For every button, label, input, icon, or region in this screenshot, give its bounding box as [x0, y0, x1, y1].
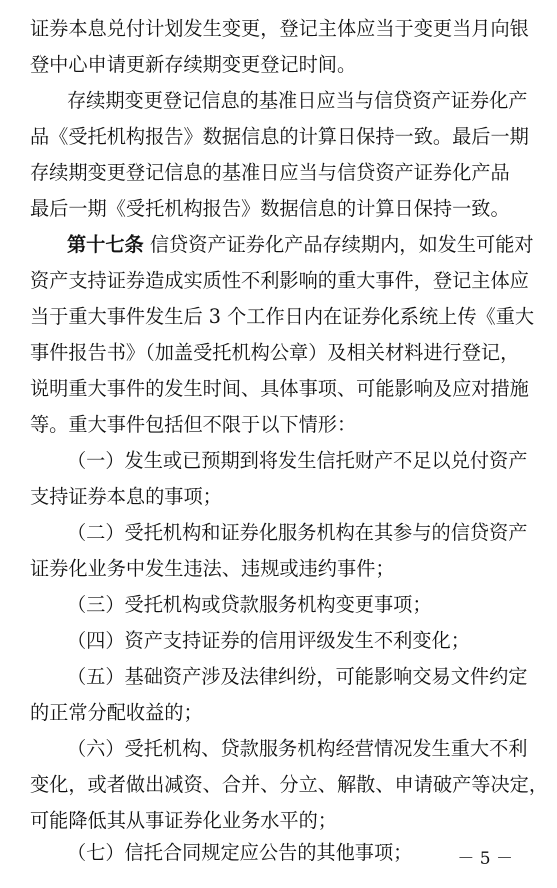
article-17-first-line — [67, 228, 534, 262]
list-item-5-continued: 的正常分配收益的； — [30, 701, 203, 724]
body-line: 资产支持证券造成实质性不利影响的重大事件，登记主体应 — [30, 269, 529, 292]
article-17-heading: 第十七条 — [67, 233, 144, 256]
body-line: 当于重大事件发生后 3 个工作日内在证券化系统上传《重大 — [30, 305, 535, 328]
list-item-2: （二）受托机构和证券化服务机构在其参与的信贷资产 — [67, 521, 528, 544]
list-item-1: （一）发生或已预期到将发生信托财产不足以兑付资产 — [67, 449, 528, 472]
list-item-1-continued: 支持证券本息的事项； — [30, 485, 222, 508]
body-line: 等。重大事件包括但不限于以下情形： — [30, 413, 357, 436]
body-line: 存续期变更登记信息的基准日应当与信贷资产证券化产品 — [30, 161, 510, 184]
body-line: 事件报告书》（加盖受托机构公章）及相关材料进行登记， — [30, 341, 520, 364]
list-item-3: （三）受托机构或贷款服务机构变更事项； — [67, 593, 432, 616]
body-line: 品《受托机构报告》数据信息的计算日保持一致。最后一期 — [30, 125, 529, 148]
list-item-2-continued: 证券化业务中发生违法、违规或违约事件； — [30, 557, 395, 580]
body-line: 登中心申请更新存续期变更登记时间。 — [30, 53, 357, 76]
list-item-7: （七）信托合同规定应公告的其他事项； — [67, 841, 413, 864]
body-line: 最后一期《受托机构报告》数据信息的计算日保持一致。 — [30, 197, 510, 220]
list-item-6-continued-2: 可能降低其从事证券化业务水平的； — [30, 809, 337, 832]
list-item-4: （四）资产支持证券的信用评级发生不利变化； — [67, 629, 470, 652]
list-item-5: （五）基础资产涉及法律纠纷，可能影响交易文件约定 — [67, 665, 528, 688]
body-line: 说明重大事件的发生时间、具体事项、可能影响及应对措施 — [30, 377, 529, 400]
list-item-6-continued: 变化，或者做出减资、合并、分立、解散、申请破产等决定， — [30, 773, 549, 796]
body-line: 存续期变更登记信息的基准日应当与信贷资产证券化产 — [67, 89, 528, 112]
article-17-intro: 信贷资产证券化产品存续期内，如发生可能对 — [149, 233, 534, 256]
page-number: － 5 － — [457, 849, 513, 869]
list-item-6: （六）受托机构、贷款服务机构经营情况发生重大不利 — [67, 737, 528, 760]
body-line: 证券本息兑付计划发生变更，登记主体应当于变更当月向银 — [30, 17, 529, 40]
